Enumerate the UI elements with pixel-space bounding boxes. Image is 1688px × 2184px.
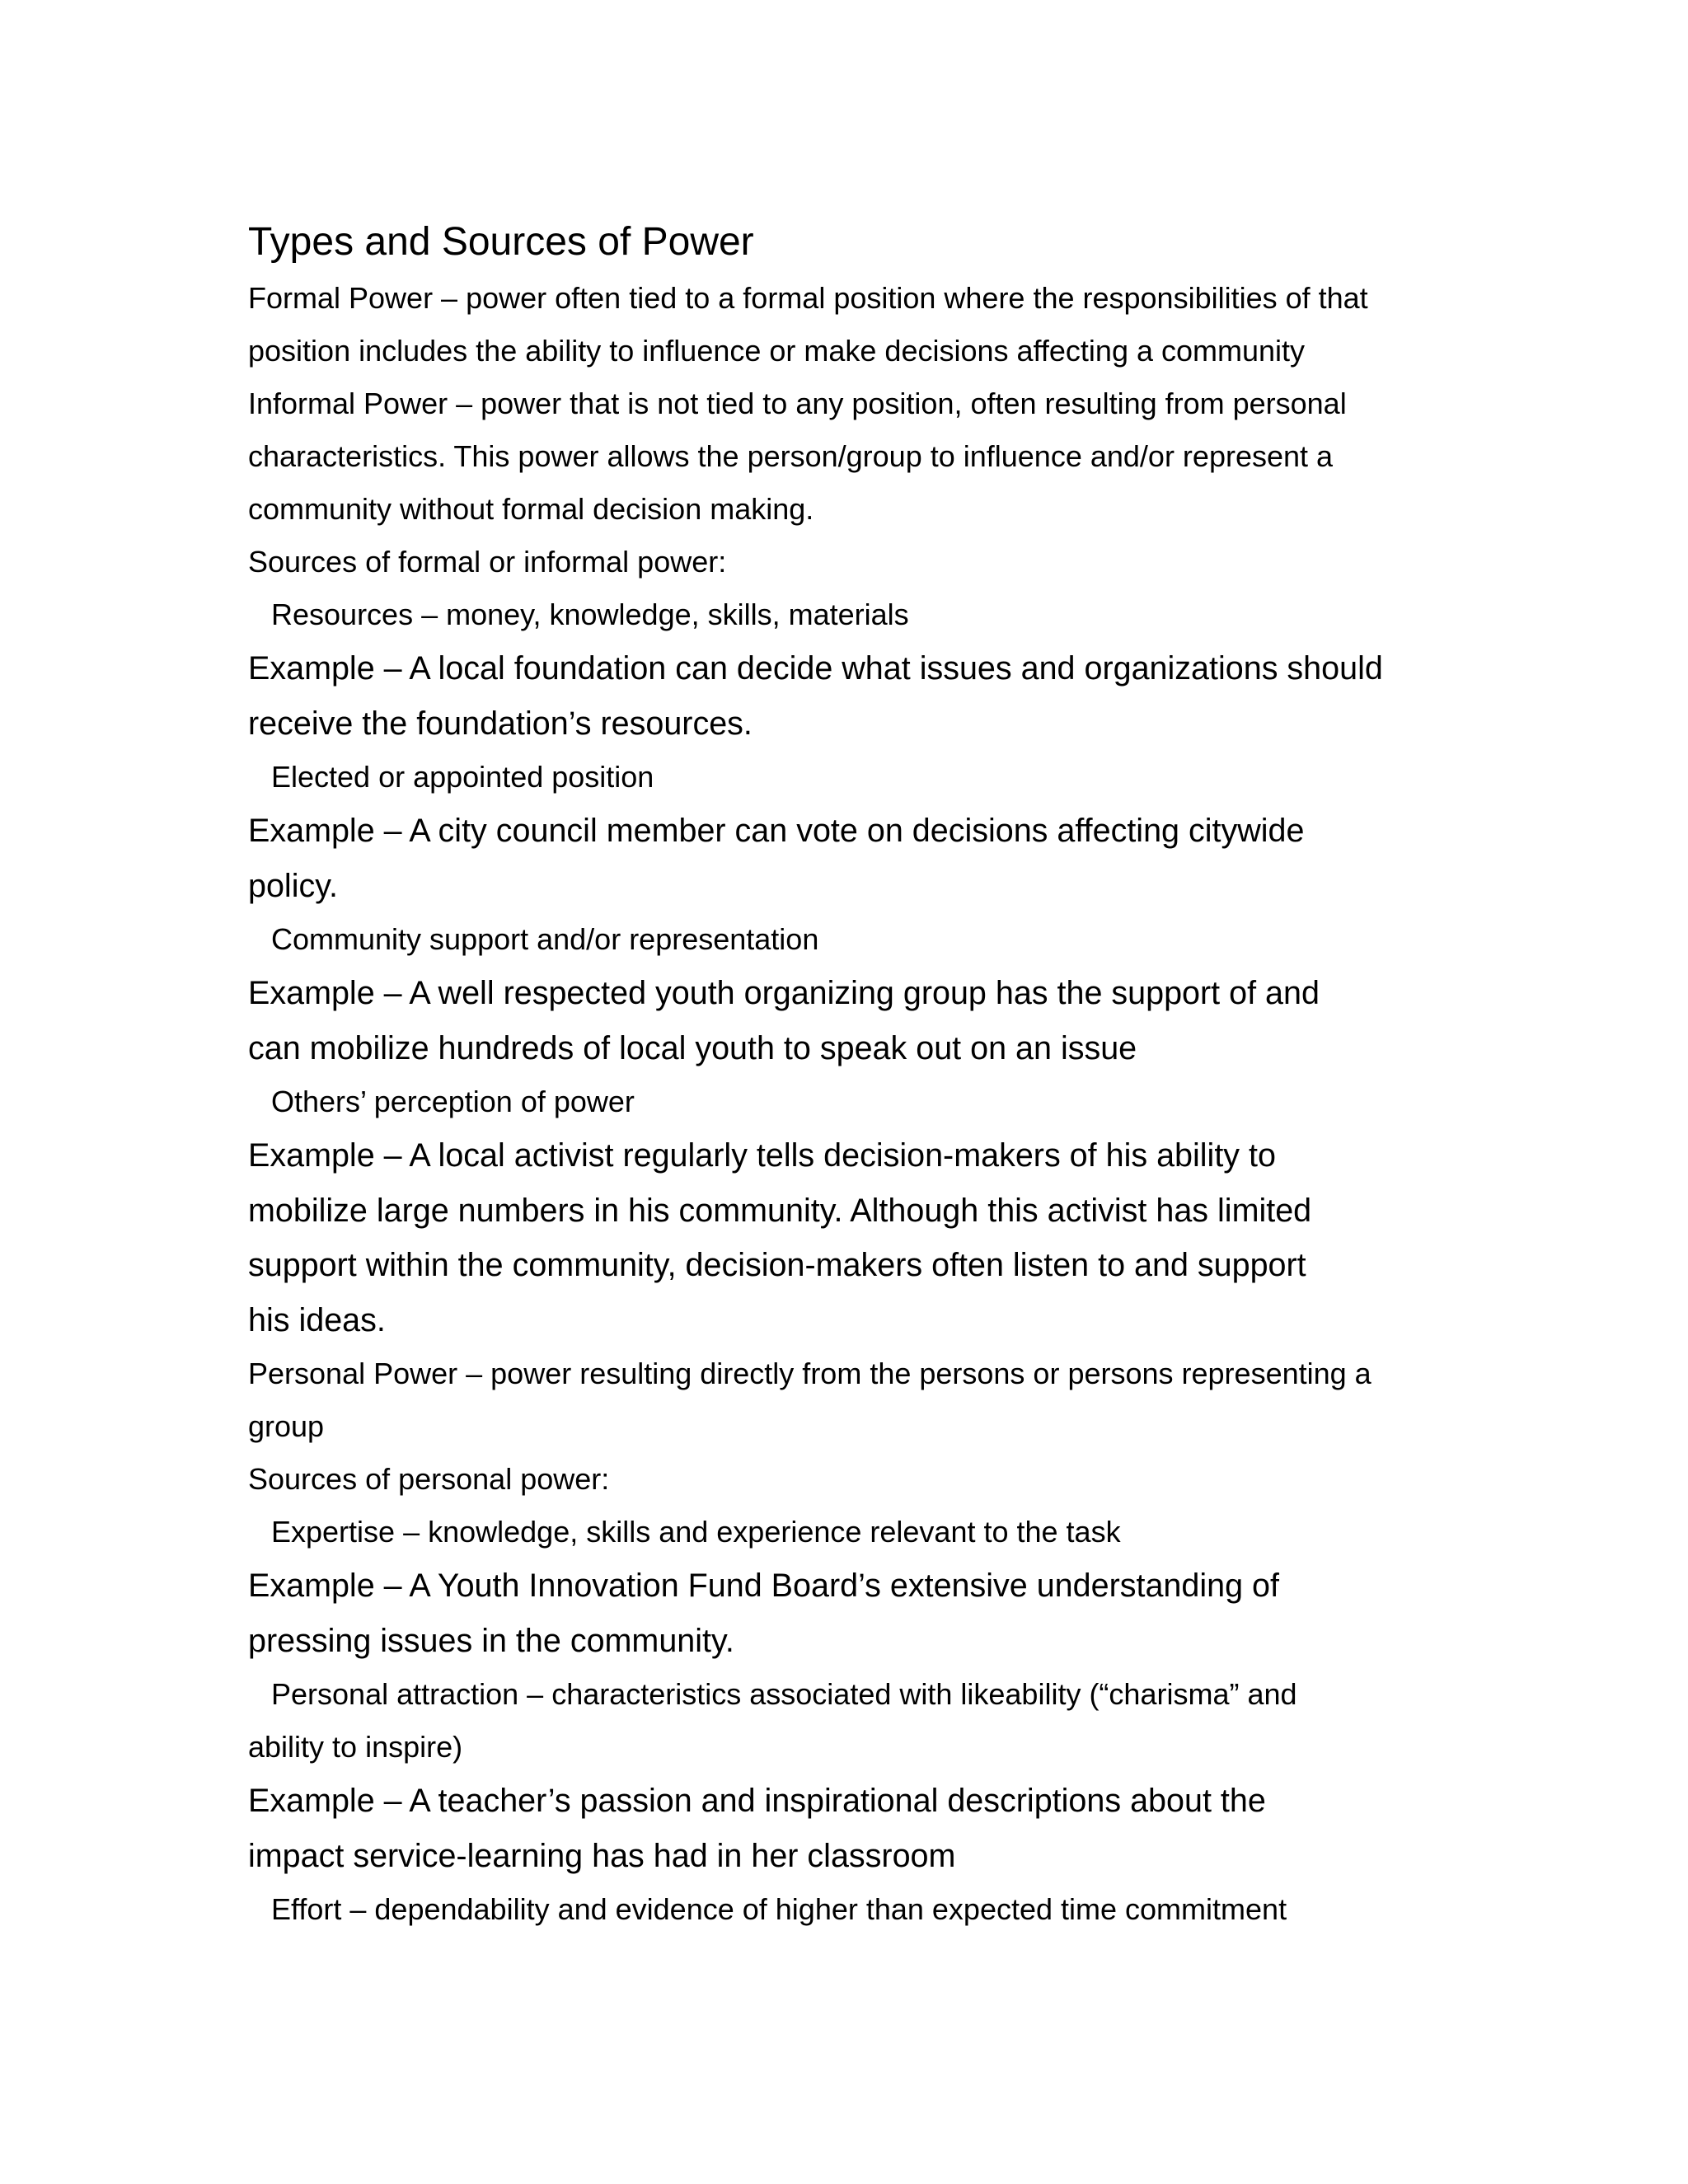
text-line: Example – A local activist regularly tells decision-makers of his ability to	[248, 1137, 1276, 1174]
text-line: Effort – dependability and evidence of higher than expected time commitment	[271, 1892, 1287, 1926]
text-line: can mobilize hundreds of local youth to speak out on an issue	[248, 1029, 1137, 1066]
text-line: ability to inspire)	[248, 1730, 463, 1764]
text-line: mobilize large numbers in his community. Although this activist has limited	[248, 1192, 1312, 1229]
text-line: Formal Power – power often tied to a formal position where the responsibilities of that	[248, 281, 1368, 315]
text-line: group	[248, 1409, 325, 1443]
text-line: support within the community, decision-makers often listen to and support	[248, 1247, 1306, 1283]
text-line: Personal Power – power resulting directly from the persons or persons representing a	[248, 1357, 1372, 1390]
text-line: receive the foundation’s resources.	[248, 705, 753, 742]
text-line: Elected or appointed position	[271, 760, 654, 794]
text-line: Example – A well respected youth organizing group has the support of and	[248, 975, 1320, 1011]
text-line: policy.	[248, 867, 339, 904]
text-line: Example – A teacher’s passion and inspirational descriptions about the	[248, 1783, 1266, 1819]
text-line: Personal attraction – characteristics associated with likeability (“charisma” and	[271, 1677, 1297, 1711]
text-line: community without formal decision making.	[248, 492, 814, 526]
text-line: Informal Power – power that is not tied to any position, often resulting from personal	[248, 387, 1347, 420]
text-line: Example – A local foundation can decide what issues and organizations should	[248, 650, 1383, 687]
text-line: Sources of personal power:	[248, 1462, 610, 1496]
text-line: Example – A Youth Innovation Fund Board’s extensive understanding of	[248, 1568, 1280, 1604]
text-lines	[248, 272, 1435, 1936]
text-line: position includes the ability to influence or make decisions affecting a community	[248, 334, 1306, 368]
page-title: Types and Sources of Power	[248, 220, 754, 264]
text-line: Example – A city council member can vote on decisions affecting citywide	[248, 813, 1305, 849]
document-body	[248, 213, 1435, 1936]
text-line: Expertise – knowledge, skills and experience relevant to the task	[271, 1515, 1121, 1549]
text-line: impact service-learning has had in her classroom	[248, 1837, 956, 1874]
text-line: his ideas.	[248, 1301, 386, 1338]
text-line: pressing issues in the community.	[248, 1622, 734, 1659]
text-line: Resources – money, knowledge, skills, materials	[271, 598, 909, 631]
text-line: Community support and/or representation	[271, 922, 819, 956]
text-line: Others’ perception of power	[271, 1085, 635, 1118]
text-line: characteristics. This power allows the person/group to influence and/or represent a	[248, 439, 1334, 473]
text-line: Sources of formal or informal power:	[248, 545, 727, 579]
